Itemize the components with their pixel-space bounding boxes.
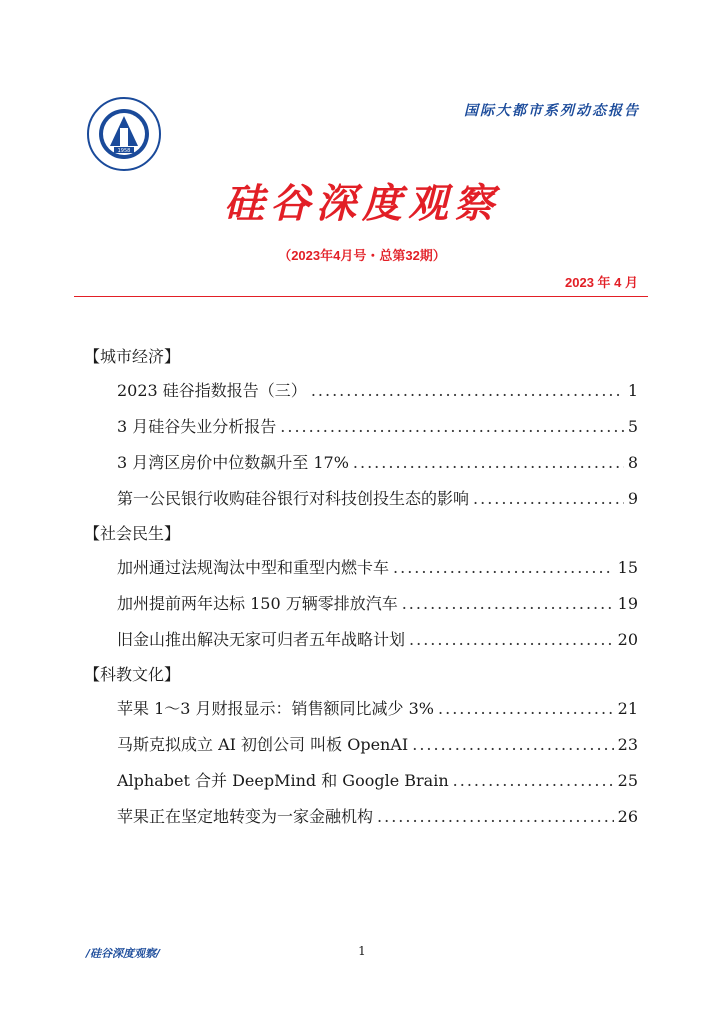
toc-entry-page: 15 [617, 558, 638, 577]
toc-leader-dots [311, 373, 624, 409]
toc-entry[interactable] [92, 445, 638, 481]
toc-entry[interactable] [92, 763, 638, 799]
toc-entry[interactable] [92, 550, 638, 586]
issue-label: （2023年4月号・总第32期） [278, 248, 446, 263]
toc-leader-dots [473, 481, 624, 517]
toc-section-heading: 【科教文化】 [84, 665, 181, 684]
toc-entry[interactable] [92, 373, 638, 409]
toc-leader-dots [393, 550, 614, 586]
toc-leader-dots [412, 727, 613, 763]
toc-entry-title: 苹果正在坚定地转变为一家金融机构 [117, 807, 374, 826]
toc-entry[interactable] [92, 691, 638, 727]
toc-entry-title: 加州通过法规淘汰中型和重型内燃卡车 [117, 558, 390, 577]
toc-entry-title: 苹果 1～3 月财报显示：销售额同比减少 3% [117, 699, 435, 718]
svg-text:1958: 1958 [117, 148, 131, 154]
page-title: 硅谷深度观察 [224, 180, 500, 227]
academy-logo [86, 96, 162, 172]
toc-entry-title: 3 月湾区房价中位数飙升至 17% [117, 453, 349, 472]
toc-entry[interactable] [92, 586, 638, 622]
toc-entry-title: Alphabet 合并 DeepMind 和 Google Brain [117, 771, 449, 790]
toc-entry-page: 23 [617, 735, 638, 754]
toc-entry-page: 21 [617, 699, 638, 718]
toc-entry-title: 第一公民银行收购硅谷银行对科技创投生态的影响 [117, 489, 470, 508]
publication-date: 2023 年 4 月 [565, 275, 638, 290]
toc-leader-dots [438, 691, 614, 727]
toc-entry-page: 8 [627, 453, 638, 472]
table-of-contents [84, 340, 638, 835]
toc-entry-page: 1 [627, 381, 638, 400]
toc-leader-dots [377, 799, 614, 835]
toc-entry-title: 3 月硅谷失业分析报告 [117, 417, 277, 436]
academy-seal-icon [86, 96, 162, 172]
toc-entry-page: 25 [617, 771, 638, 790]
toc-entry-title: 2023 硅谷指数报告（三） [117, 381, 307, 400]
toc-entry-page: 20 [617, 630, 638, 649]
toc-leader-dots [453, 763, 614, 799]
footer-page-number: 1 [358, 944, 366, 958]
toc-entry-title: 马斯克拟成立 AI 初创公司 叫板 OpenAI [117, 735, 409, 754]
toc-entry[interactable] [92, 481, 638, 517]
toc-entry[interactable] [92, 622, 638, 658]
toc-entry[interactable] [92, 727, 638, 763]
toc-entry[interactable] [92, 409, 638, 445]
toc-entry-page: 9 [627, 489, 638, 508]
toc-entry-title: 加州提前两年达标 150 万辆零排放汽车 [117, 594, 398, 613]
footer-publication-name: /硅谷深度观察/ [86, 947, 161, 960]
series-title: 国际大都市系列动态报告 [464, 103, 640, 119]
toc-entry-title: 旧金山推出解决无家可归者五年战略计划 [117, 630, 406, 649]
header-divider [74, 296, 648, 297]
toc-section-heading: 【社会民生】 [84, 524, 181, 543]
toc-entry-page: 5 [627, 417, 638, 436]
toc-leader-dots [409, 622, 614, 658]
toc-entry-page: 19 [617, 594, 638, 613]
toc-entry-page: 26 [617, 807, 638, 826]
toc-leader-dots [280, 409, 624, 445]
toc-section-heading: 【城市经济】 [84, 347, 181, 366]
toc-leader-dots [353, 445, 624, 481]
toc-entry[interactable] [92, 799, 638, 835]
toc-leader-dots [402, 586, 614, 622]
